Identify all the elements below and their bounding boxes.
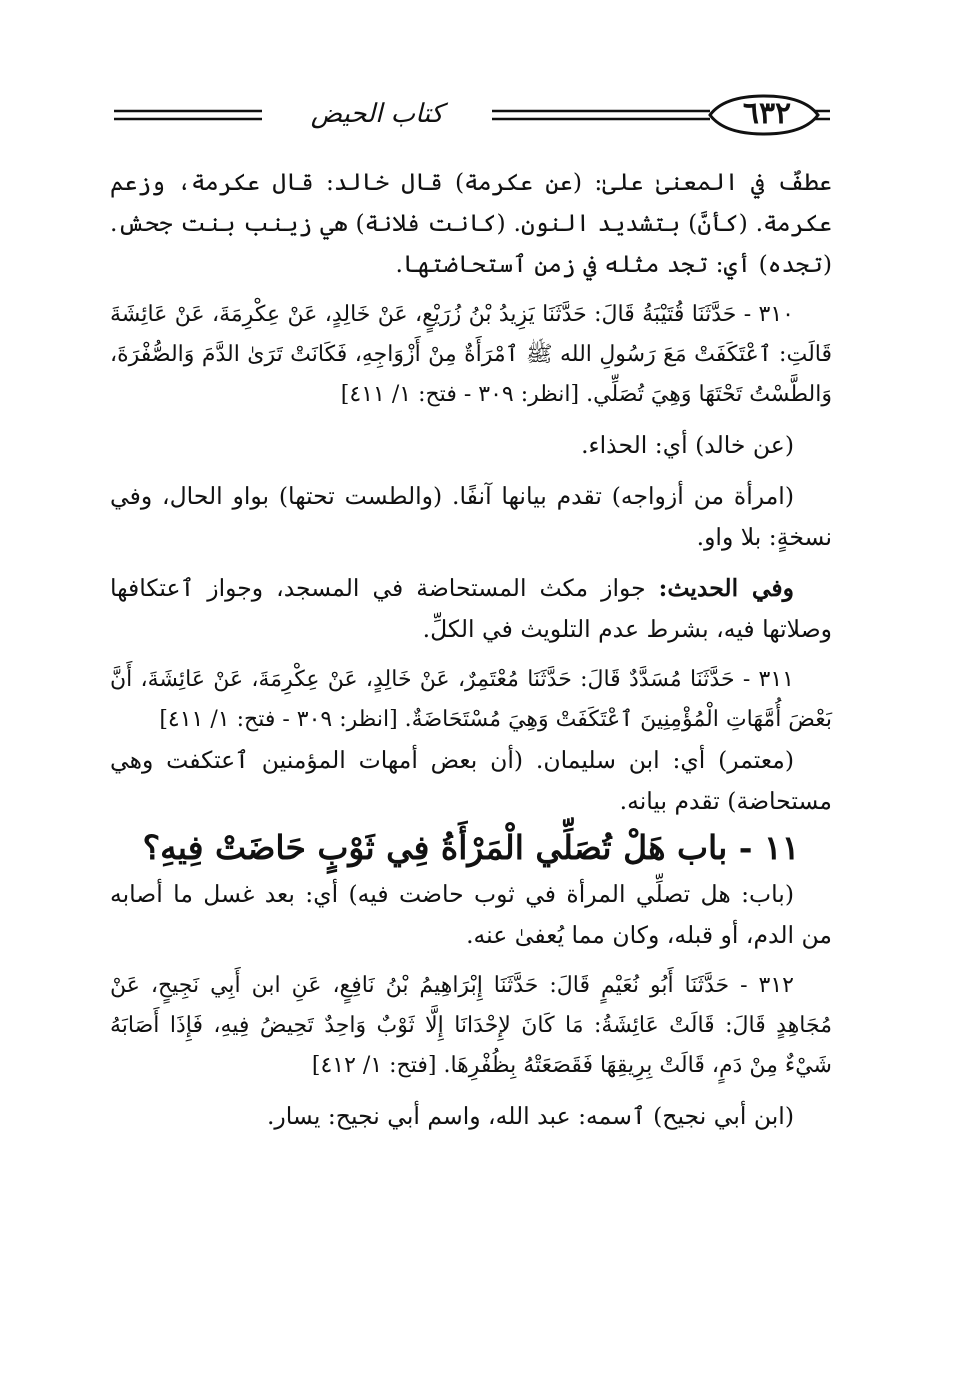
page-header (112, 92, 832, 138)
running-title: كتاب الحيض (262, 94, 492, 134)
hadith-312: ٣١٢ - حَدَّثَنَا أَبُو نُعَيْمٍ قَالَ: حَدَّثَنَا إِبْرَاهِيمُ بْنُ نَافِعٍ، عَنِ ابن أَبِي نَجِيحٍ، عَنْ مُجَاهِدٍ قَالَ: قَالَتْ عَائِشَةُ: مَا كَانَ لإِحْدَانَا إِلَّا ثَوْبٌ وَاحِدٌ تَحِيضُ فِيهِ، فَإِذَا أَصَابَهُ شَيْءٌ مِنْ دَمٍ، قَالَتْ بِرِيقِهَا فَقَصَعَتْهُ بِظُفْرِهَا. [فتح: ١/ ٤١٢] (110, 973, 832, 1078)
hadith-lesson-text: جواز مكث المستحاضة في المسجد، وجواز ٱعتكافها وصلاتها فيه، بشرط عدم التلويث في الكلِّ. (110, 574, 832, 643)
commentary-paragraph: (عن خالد) أي: الحذاء. (581, 431, 794, 459)
commentary-paragraph: (باب: هل تصلِّي المرأة في ثوب حاضت فيه) أي: بعد غسل ما أصابه من الدم، أو قبله، وكان مما يُعفىٰ عنه. (110, 880, 832, 949)
commentary-paragraph: (ابن أبي نجيح) ٱسمه: عبد الله، واسم أبي نجيح: يسار. (266, 1102, 794, 1130)
page-body (110, 162, 832, 1137)
commentary-paragraph: عطفٌ في المعنىٰ علىٰ: (عن عكرمة) قال خالد: قال عكرمة، وزعم عكرمة. (كأنَّ) بتشديد النون. (كانت فلانة) هي زينب بنت جحش. (تجده) أي: تجد مثله في زمن ٱستحاضتها. (110, 168, 832, 278)
hadith-311: ٣١١ - حَدَّثَنَا مُسَدَّدٌ قَالَ: حَدَّثَنَا مُعْتَمِرٌ، عَنْ خَالِدٍ، عَنْ عِكْرِمَةَ، عَنْ عَائِشَةَ، أَنَّ بَعْضَ أُمَّهَاتِ الْمُؤْمِنِينَ ٱعْتَكَفَتْ وَهِيَ مُسْتَحَاضَةٌ. [انظر: ٣٠٩ - فتح: ١/ ٤١١] (110, 667, 832, 732)
commentary-paragraph: (امرأة من أزواجه) تقدم بيانها آنفًا. (والطست تحتها) بواو الحال، وفي نسخةٍ: بلا واو. (110, 482, 832, 551)
hadith-lesson-label: وفي الحديث: (658, 574, 794, 602)
commentary-paragraph: (معتمر) أي: ابن سليمان. (أن بعض أمهات المؤمنين ٱعتكفت وهي مستحاضة) تقدم بيانه. (110, 746, 832, 815)
page-number: ٦٣٢ (742, 96, 792, 131)
chapter-heading: ١١ - باب هَلْ تُصَلِّي الْمَرْأَةُ فِي ثَوْبٍ حَاضَتْ فِيهِ؟ (142, 828, 800, 867)
hadith-310: ٣١٠ - حَدَّثَنَا قُتَيْبَةُ قَالَ: حَدَّثَنَا يَزِيدُ بْنُ زُرَيْعٍ، عَنْ خَالِدٍ، عَنْ عِكْرِمَةَ، عَنْ عَائِشَةَ قَالَتِ: ٱعْتَكَفَتْ مَعَ رَسُولِ الله ﷺ ٱمْرَأَةٌ مِنْ أَزْوَاجِهِ، فَكَانَتْ تَرَىٰ الدَّمَ وَالصُّفْرَةَ، وَالطَّسْتُ تَحْتَهَا وَهِيَ تُصَلِّي. [انظر: ٣٠٩ - فتح: ١/ ٤١١] (110, 302, 832, 407)
commentary-paragraph (110, 568, 832, 650)
